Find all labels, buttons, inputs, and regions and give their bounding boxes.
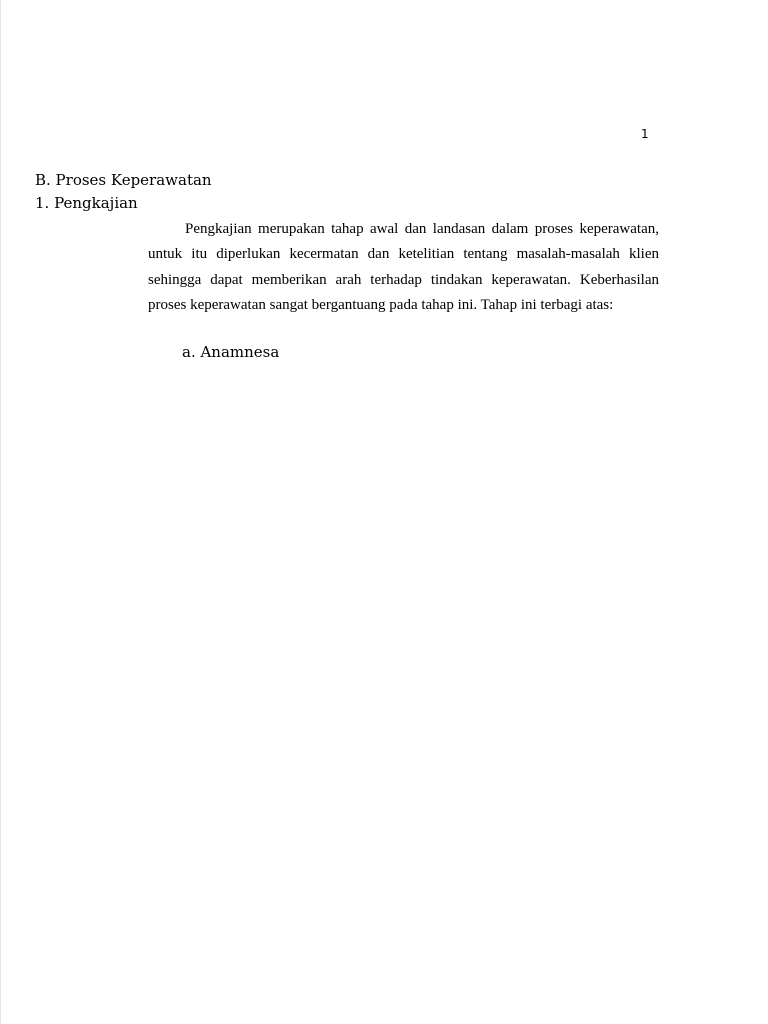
page-number: 1 xyxy=(641,127,649,141)
section-heading: B. Proses Keperawatan xyxy=(35,171,212,189)
list-item-anamnesa: a. Anamnesa xyxy=(182,343,280,361)
subsection-heading: 1. Pengkajian xyxy=(35,194,138,212)
body-paragraph: Pengkajian merupakan tahap awal dan landasan dalam proses keperawatan, untuk itu diperlukan kecermatan dan ketelitian tentang masalah-masalah klien sehingga dapat memberikan arah terhadap tindakan keperawatan. Keberhasilan proses keperawatan sangat bergantuang pada tahap ini. Tahap ini terbagi atas: xyxy=(148,221,659,313)
